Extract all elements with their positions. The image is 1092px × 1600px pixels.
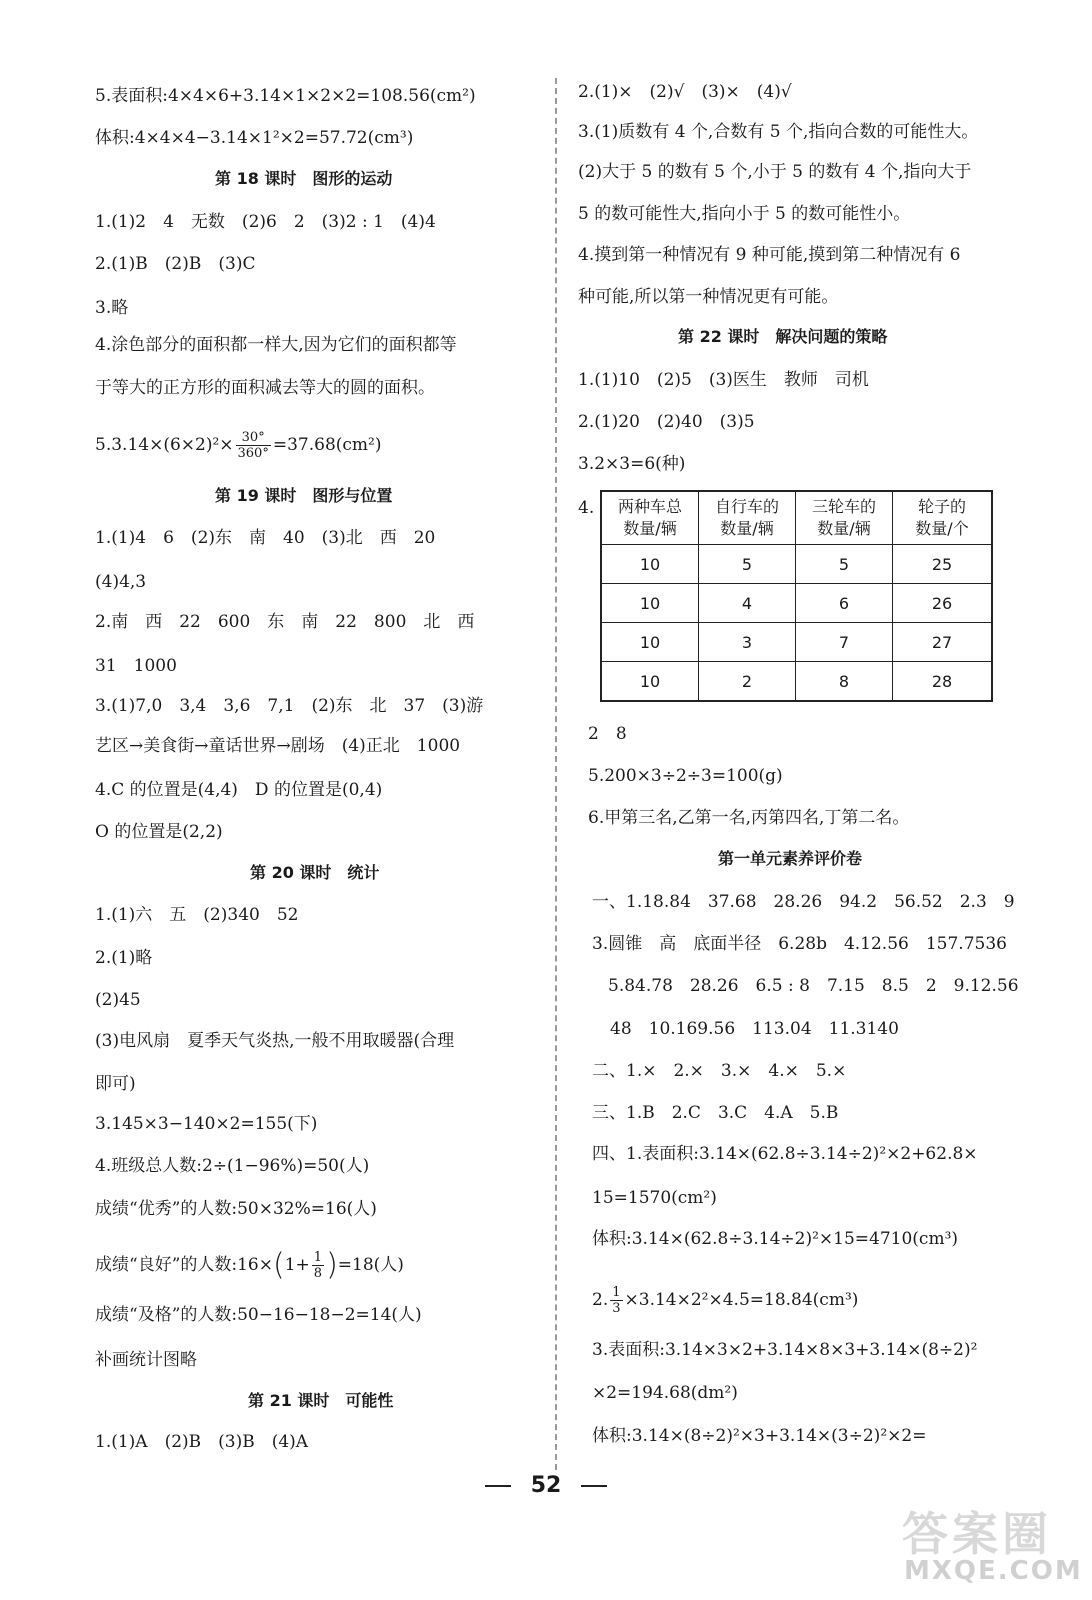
page-number: [0, 1473, 1092, 1498]
section-heading: 第 18 课时 图形的运动: [215, 169, 393, 188]
answer-line: 补画统计图略: [95, 1350, 197, 1370]
table-cell: 3: [699, 623, 796, 662]
table-cell: 10: [601, 662, 699, 702]
answer-line: 艺区→美食街→童话世界→剧场 (4)正北 1000: [95, 736, 461, 756]
answer-line: 5.200×3÷2÷3=100(g): [588, 766, 783, 786]
fraction-numerator: 30°: [236, 430, 271, 446]
answer-line: 1.(1)4 6 (2)东 南 40 (3)北 西 20: [95, 528, 436, 548]
answer-line: 体积:4×4×4−3.14×1²×2=57.72(cm³): [95, 128, 414, 148]
table-cell: 10: [601, 584, 699, 623]
answer-line: (3)电风扇 夏季天气炎热,一般不用取暖器(合理: [95, 1031, 455, 1051]
table-cell: 10: [601, 545, 699, 584]
answer-line: 3.略: [95, 298, 129, 318]
answer-line: 2.(1)× (2)√ (3)× (4)√: [578, 82, 792, 102]
formula-text: =37.68(cm²): [272, 435, 382, 455]
answer-line: 5 的数可能性大,指向小于 5 的数可能性小。: [578, 204, 911, 224]
answer-line: 6.甲第三名,乙第一名,丙第四名,丁第二名。: [588, 808, 910, 828]
table-row: [601, 662, 992, 702]
answer-line: 1.(1)六 五 (2)340 52: [95, 905, 299, 925]
table-cell: 8: [796, 662, 893, 702]
answer-line: [95, 430, 381, 461]
answer-line: 4.C 的位置是(4,4) D 的位置是(0,4): [95, 780, 383, 800]
section-heading: 第 20 课时 统计: [250, 863, 380, 882]
table-row: [601, 545, 992, 584]
page-number-dash: [581, 1485, 607, 1487]
answer-line: 48 10.169.56 113.04 11.3140: [610, 1019, 899, 1039]
paren-right: ): [326, 1247, 338, 1283]
wheel-count-table: [600, 490, 993, 702]
table-header-cell: [893, 491, 993, 545]
answer-line: 3.(1)7,0 3,4 3,6 7,1 (2)东 北 37 (3)游: [95, 696, 484, 716]
watermark-text: 答案圈: [902, 1507, 1052, 1561]
answer-line: 体积:3.14×(62.8÷3.14÷2)²×15=4710(cm³): [592, 1229, 959, 1249]
header-line: 自行车的: [714, 497, 779, 516]
answer-line: 5.84.78 28.26 6.5 : 8 7.15 8.5 2 9.12.56: [608, 976, 1019, 996]
formula-text: =18(人): [337, 1255, 404, 1275]
table-cell: 5: [796, 545, 893, 584]
answer-line: 1.(1)2 4 无数 (2)6 2 (3)2 : 1 (4)4: [95, 212, 436, 232]
answer-line: 三、1.B 2.C 3.C 4.A 5.B: [592, 1103, 839, 1123]
table-header-cell: [699, 491, 796, 545]
answer-line: 2.(1)B (2)B (3)C: [95, 254, 256, 274]
table-cell: 7: [796, 623, 893, 662]
table-cell: 10: [601, 623, 699, 662]
watermark-logo: [902, 1498, 1082, 1590]
answer-line: [95, 1247, 404, 1283]
fraction-denominator: 360°: [237, 446, 269, 461]
answer-line: 3.表面积:3.14×3×2+3.14×8×3+3.14×(8÷2)²: [592, 1340, 978, 1360]
answer-line: 4.涂色部分的面积都一样大,因为它们的面积都等: [95, 335, 457, 355]
fraction-denominator: 8: [313, 1266, 323, 1281]
table-row: [601, 623, 992, 662]
answer-line: 1.(1)10 (2)5 (3)医生 教师 司机: [578, 370, 869, 390]
section-heading: 第一单元素养评价卷: [718, 849, 863, 868]
column-divider: [555, 78, 557, 1470]
fraction: [312, 1250, 324, 1281]
fraction-denominator: 3: [612, 1301, 621, 1316]
answer-line: 4.班级总人数:2÷(1−96%)=50(人): [95, 1156, 370, 1176]
answer-line: 4.: [578, 498, 595, 518]
header-line: 三轮车的: [811, 497, 876, 516]
table-cell: 28: [893, 662, 993, 702]
watermark-url: MXQE.COM: [904, 1556, 1083, 1586]
fraction-numerator: 1: [313, 1250, 323, 1265]
answer-line: 2.南 西 22 600 东 南 22 800 北 西: [95, 612, 475, 632]
fraction-numerator: 1: [612, 1285, 621, 1300]
paren-left: (: [273, 1247, 285, 1283]
answer-line: 15=1570(cm²): [592, 1188, 717, 1208]
table-cell: 26: [893, 584, 993, 623]
table-header-cell: [601, 491, 699, 545]
table-header-cell: [796, 491, 893, 545]
table-cell: 25: [893, 545, 993, 584]
page-number-text: 52: [530, 1473, 562, 1498]
answer-line: (4)4,3: [95, 572, 147, 592]
formula-text: 1+: [284, 1255, 310, 1275]
answer-line: 种可能,所以第一种情况更有可能。: [578, 287, 839, 307]
table-cell: 2: [699, 662, 796, 702]
section-heading: 第 22 课时 解决问题的策略: [678, 327, 888, 346]
answer-line: 3.2×3=6(种): [578, 454, 686, 474]
fraction: [610, 1285, 622, 1316]
header-line: 数量/辆: [623, 519, 677, 538]
answer-line: 四、1.表面积:3.14×(62.8÷3.14÷2)²×2+62.8×: [592, 1144, 978, 1164]
answer-line: 5.表面积:4×4×6+3.14×1×2×2=108.56(cm²): [95, 86, 476, 106]
header-line: 两种车总: [617, 497, 682, 516]
formula-text: 5.3.14×(6×2)²×: [95, 435, 234, 455]
table-cell: 4: [699, 584, 796, 623]
table-cell: 27: [893, 623, 993, 662]
answer-line: (2)45: [95, 990, 141, 1010]
header-line: 数量/辆: [720, 519, 774, 538]
answer-line: 成绩“优秀”的人数:50×32%=16(人): [95, 1199, 377, 1219]
answer-line: 成绩“及格”的人数:50−16−18−2=14(人): [95, 1305, 422, 1325]
answer-line: 1.(1)A (2)B (3)B (4)A: [95, 1432, 309, 1452]
table-header-row: [601, 491, 992, 545]
answer-line: 二、1.× 2.× 3.× 4.× 5.×: [592, 1061, 847, 1081]
section-heading: 第 21 课时 可能性: [248, 1391, 394, 1410]
fraction: [236, 430, 271, 461]
answer-line: 3.145×3−140×2=155(下): [95, 1114, 318, 1134]
answer-line: 2.(1)略: [95, 948, 153, 968]
answer-line: 4.摸到第一种情况有 9 种可能,摸到第二种情况有 6: [578, 245, 961, 265]
answer-line: 3.圆锥 高 底面半径 6.28b 4.12.56 157.7536: [592, 934, 1007, 954]
page-number-dash: [485, 1485, 511, 1487]
header-line: 数量/个: [915, 519, 969, 538]
table-cell: 5: [699, 545, 796, 584]
answer-line: 一、1.18.84 37.68 28.26 94.2 56.52 2.3 9: [592, 892, 1015, 912]
table-row: [601, 584, 992, 623]
answer-line: ×2=194.68(dm²): [592, 1383, 738, 1403]
answer-line: 2 8: [588, 724, 627, 744]
formula-text: 2.: [592, 1290, 609, 1310]
section-heading: 第 19 课时 图形与位置: [215, 486, 393, 505]
header-line: 数量/辆: [817, 519, 871, 538]
answer-line: 体积:3.14×(8÷2)²×3+3.14×(3÷2)²×2=: [592, 1426, 927, 1446]
formula-text: ×3.14×2²×4.5=18.84(cm³): [624, 1290, 859, 1310]
answer-line: 31 1000: [95, 656, 177, 676]
answer-line: (2)大于 5 的数有 5 个,小于 5 的数有 4 个,指向大于: [578, 162, 972, 182]
answer-line: 即可): [95, 1074, 136, 1094]
answer-line: 2.(1)20 (2)40 (3)5: [578, 412, 755, 432]
answer-line: O 的位置是(2,2): [95, 822, 223, 842]
answer-line: 3.(1)质数有 4 个,合数有 5 个,指向合数的可能性大。: [578, 122, 979, 142]
header-line: 轮子的: [917, 497, 966, 516]
table-cell: 6: [796, 584, 893, 623]
answer-line: 于等大的正方形的面积减去等大的圆的面积。: [95, 378, 435, 398]
formula-text: 成绩“良好”的人数:16×: [95, 1255, 273, 1275]
answer-line: [592, 1285, 858, 1316]
